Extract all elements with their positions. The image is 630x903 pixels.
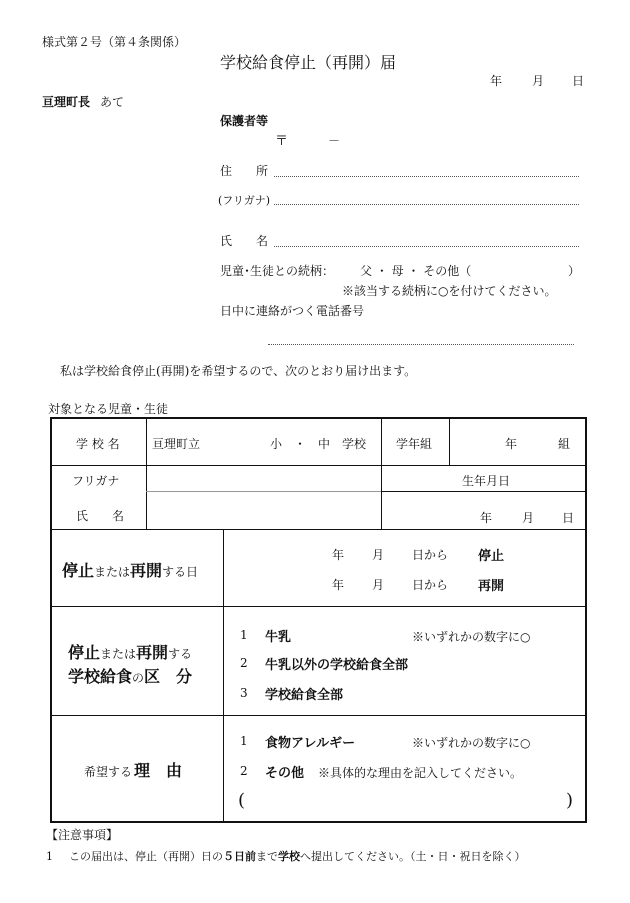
date-row-label: 停止または再開する日	[62, 561, 199, 580]
postal-mark: 〒	[275, 134, 289, 149]
category-num-1[interactable]: 1	[240, 628, 248, 642]
furigana-field[interactable]	[274, 204, 579, 205]
address-field[interactable]	[274, 176, 579, 177]
category-note: ※いずれかの数字に○	[412, 630, 531, 644]
reason-text-1: 食物アレルギー	[265, 736, 356, 751]
form-number: 様式第２号（第４条関係）	[42, 35, 187, 49]
category-text-1: 牛乳	[265, 630, 292, 645]
phone-field[interactable]	[268, 344, 574, 345]
birth-year: 年	[480, 511, 493, 525]
grade-year: 年	[505, 437, 518, 451]
resume-date-from: 日から	[412, 578, 449, 592]
category-num-2[interactable]: 2	[240, 656, 248, 670]
addressee: 亘理町長	[42, 95, 91, 109]
relation-note: ※該当する続柄に○を付けてください。	[342, 284, 557, 298]
reason-paren-close: )	[566, 790, 574, 811]
reason-other-note: ※具体的な理由を記入してください。	[318, 766, 523, 780]
reason-note: ※いずれかの数字に○	[412, 736, 531, 750]
school-label: 学 校 名	[76, 437, 120, 451]
category-label-line1: 停止または再開する	[68, 643, 193, 662]
note-item-1: 1 この届出は、停止（再開）日の５日前まで学校へ提出してください。（土・日・祝日を除く）	[46, 850, 526, 863]
reason-label: 希望する 理 由	[84, 761, 183, 780]
name-label: 氏 名	[220, 234, 269, 248]
school-type[interactable]: 小 ・ 中 学校	[270, 437, 367, 451]
grade-label: 学年組	[396, 437, 433, 451]
student-furigana-label: フリガナ	[72, 474, 120, 488]
name-field[interactable]	[274, 246, 579, 247]
reason-text-2: その他	[265, 766, 305, 781]
postal-dash: －	[328, 134, 341, 148]
date-day-label: 日	[572, 74, 585, 88]
reason-paren-open: (	[238, 790, 246, 811]
stop-label: 停止	[478, 549, 505, 564]
guardian-heading: 保護者等	[220, 114, 269, 128]
category-label-line2: 学校給食の区 分	[68, 667, 193, 686]
school-prefix: 亘理町立	[152, 437, 201, 451]
category-text-2: 牛乳以外の学校給食全部	[265, 658, 409, 673]
statement-text: 私は学校給食停止(再開)を希望するので、次のとおり届け出ます。	[60, 364, 417, 378]
phone-label: 日中に連絡がつく電話番号	[220, 304, 365, 318]
address-label: 住 所	[220, 164, 269, 178]
student-name-label: 氏 名	[76, 509, 125, 523]
other-reason-field[interactable]	[252, 792, 560, 814]
relation-options[interactable]: 父 ・ 母 ・ その他（	[360, 264, 472, 278]
birth-day: 日	[562, 511, 575, 525]
stop-date-from: 日から	[412, 548, 449, 562]
stop-date-month: 月	[372, 548, 385, 562]
grade-class: 組	[558, 437, 571, 451]
page-title: 学校給食停止（再開）届	[220, 53, 397, 72]
birthday-label: 生年月日	[462, 474, 511, 488]
resume-date-year: 年	[332, 578, 345, 592]
resume-date-month: 月	[372, 578, 385, 592]
reason-num-2[interactable]: 2	[240, 764, 248, 778]
resume-label: 再開	[478, 579, 505, 594]
category-num-3[interactable]: 3	[240, 686, 248, 700]
relation-label: 児童･生徒との続柄：	[220, 264, 335, 278]
birth-month: 月	[522, 511, 535, 525]
table-caption: 対象となる児童・生徒	[48, 402, 169, 416]
reason-num-1[interactable]: 1	[240, 734, 248, 748]
relation-close: ）	[568, 264, 581, 278]
stop-date-year: 年	[332, 548, 345, 562]
category-text-3: 学校給食全部	[265, 688, 344, 703]
notes-heading: 【注意事項】	[46, 828, 119, 842]
date-month-label: 月	[532, 74, 545, 88]
furigana-label: (フリガナ)	[218, 194, 271, 207]
addressee-suffix: あて	[100, 95, 125, 109]
date-year-label: 年	[490, 74, 503, 88]
